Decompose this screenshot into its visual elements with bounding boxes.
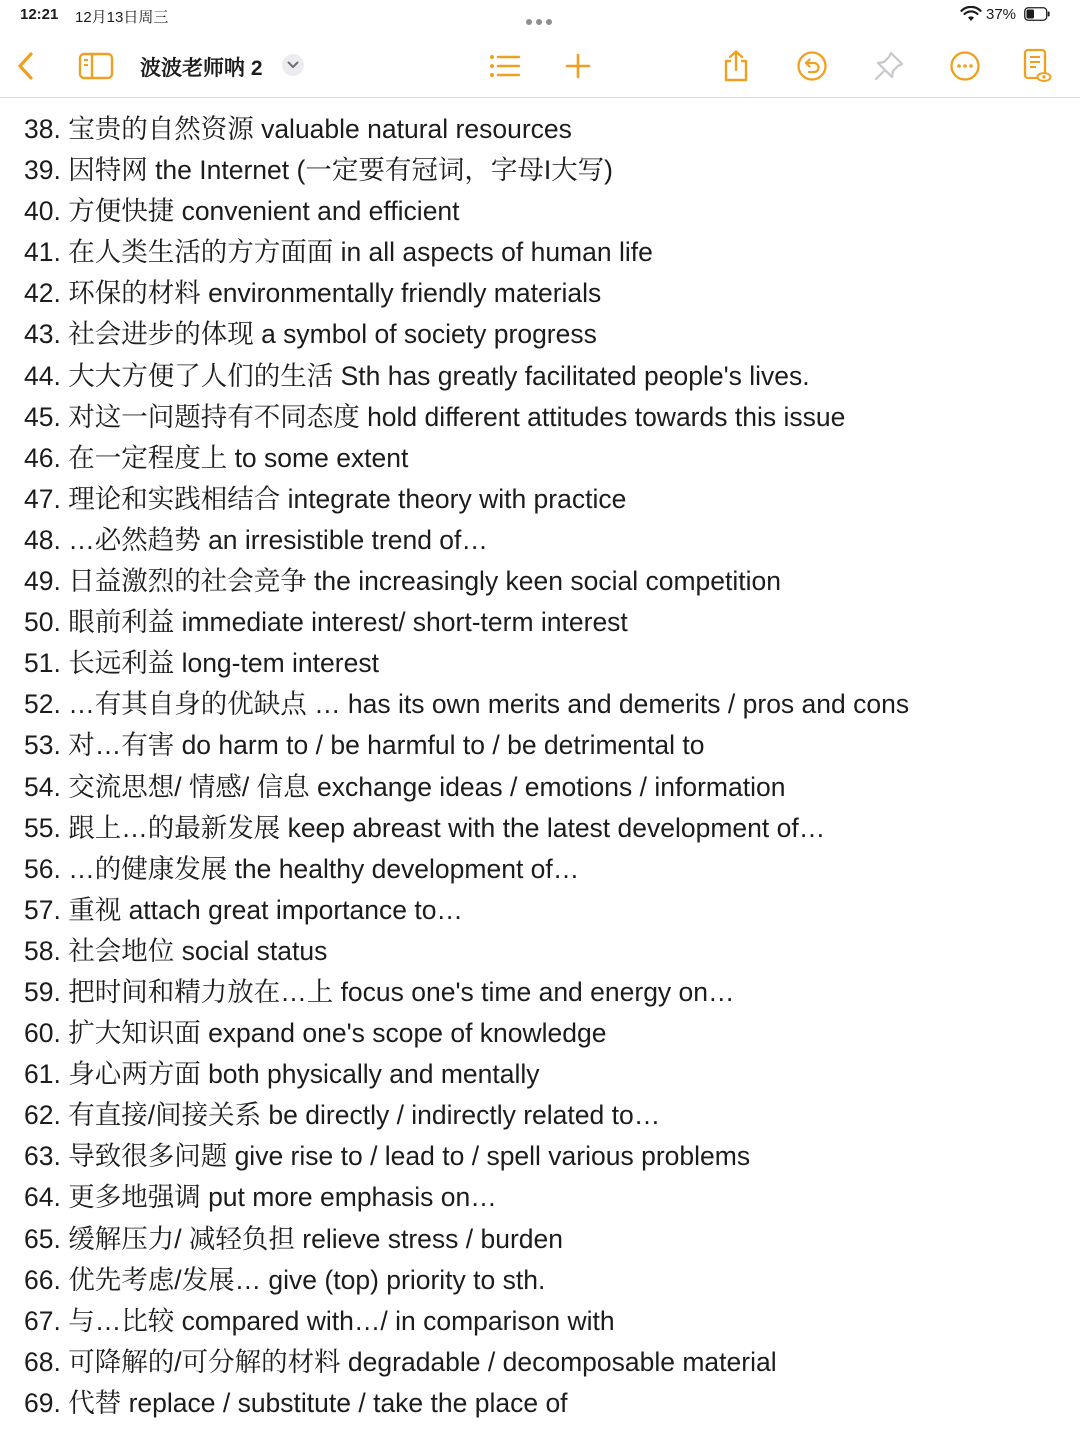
note-line: 44. 大大方便了人们的生活 Sth has greatly facilitated people's lives. bbox=[24, 360, 810, 391]
battery-percent: 37% bbox=[986, 6, 1017, 23]
note-line: 66. 优先考虑/发展… give (top) priority to sth. bbox=[24, 1264, 546, 1295]
note-line: 43. 社会进步的体现 a symbol of society progress bbox=[24, 319, 597, 350]
note-line: 51. 长远利益 long-tem interest bbox=[24, 648, 379, 679]
battery-icon bbox=[1024, 7, 1050, 21]
note-line: 42. 环保的材料 environmentally friendly materials bbox=[24, 278, 602, 309]
plus-icon[interactable] bbox=[560, 48, 596, 84]
status-bar bbox=[0, 0, 1080, 32]
more-icon[interactable] bbox=[947, 48, 983, 84]
note-line: 60. 扩大知识面 expand one's scope of knowledge bbox=[24, 1018, 607, 1049]
note-line: 54. 交流思想/ 情感/ 信息 exchange ideas / emotions / information bbox=[24, 771, 786, 802]
note-line: 39. 因特网 the Internet (一定要有冠词，字母I大写) bbox=[24, 155, 614, 186]
note-line: 55. 跟上…的最新发展 keep abreast with the latest development of… bbox=[24, 812, 826, 843]
note-line: 40. 方便快捷 convenient and efficient bbox=[24, 196, 460, 227]
sidebar-icon[interactable] bbox=[78, 48, 114, 84]
note-line: 63. 导致很多问题 give rise to / lead to / spell various problems bbox=[24, 1141, 751, 1172]
undo-icon[interactable] bbox=[794, 48, 830, 84]
note-line: 53. 对…有害 do harm to / be harmful to / be detrimental to bbox=[24, 730, 705, 761]
note-line: 52. …有其自身的优缺点 … has its own merits and demerits / pros and cons bbox=[24, 689, 910, 720]
notes-view-icon[interactable] bbox=[1019, 48, 1055, 84]
pin-icon[interactable] bbox=[871, 48, 907, 84]
back-chevron-icon[interactable] bbox=[8, 48, 44, 84]
note-title[interactable]: 波波老师呐 2 bbox=[140, 57, 263, 80]
note-line: 47. 理论和实践相结合 integrate theory with practice bbox=[24, 483, 627, 514]
note-line: 49. 日益激烈的社会竞争 the increasingly keen social competition bbox=[24, 566, 782, 597]
note-line: 57. 重视 attach great importance to… bbox=[24, 894, 463, 925]
note-line: 45. 对这一问题持有不同态度 hold different attitudes towards this issue bbox=[24, 401, 846, 432]
note-line: 61. 身心两方面 both physically and mentally bbox=[24, 1059, 540, 1090]
note-line: 58. 社会地位 social status bbox=[24, 935, 328, 966]
share-icon[interactable] bbox=[718, 48, 754, 84]
notes-toolbar bbox=[0, 32, 1080, 98]
note-line: 59. 把时间和精力放在…上 focus one's time and energy on… bbox=[24, 976, 735, 1007]
note-line: 41. 在人类生活的方方面面 in all aspects of human life bbox=[24, 237, 653, 268]
status-date: 12月13日周三 bbox=[75, 9, 169, 26]
note-line: 48. …必然趋势 an irresistible trend of… bbox=[24, 524, 488, 555]
note-line: 50. 眼前利益 immediate interest/ short-term interest bbox=[24, 607, 628, 638]
status-time: 12:21 bbox=[20, 6, 59, 23]
note-body[interactable] bbox=[24, 109, 1064, 1424]
note-line: 68. 可降解的/可分解的材料 degradable / decomposable material bbox=[24, 1346, 777, 1377]
wifi-icon bbox=[960, 6, 982, 22]
chevron-down-icon[interactable] bbox=[282, 54, 304, 76]
note-line: 56. …的健康发展 the healthy development of… bbox=[24, 853, 580, 884]
note-line: 69. 代替 replace / substitute / take the place of bbox=[24, 1387, 568, 1418]
list-icon[interactable] bbox=[487, 48, 523, 84]
note-line: 65. 缓解压力/ 减轻负担 relieve stress / burden bbox=[24, 1223, 563, 1254]
note-line: 67. 与…比较 compared with…/ in comparison with bbox=[24, 1305, 615, 1336]
note-line: 64. 更多地强调 put more emphasis on… bbox=[24, 1182, 497, 1213]
note-line: 62. 有直接/间接关系 be directly / indirectly related to… bbox=[24, 1100, 661, 1131]
multitasking-dots-icon[interactable] bbox=[526, 12, 556, 20]
note-line: 38. 宝贵的自然资源 valuable natural resources bbox=[24, 114, 572, 144]
note-line: 46. 在一定程度上 to some extent bbox=[24, 442, 409, 473]
